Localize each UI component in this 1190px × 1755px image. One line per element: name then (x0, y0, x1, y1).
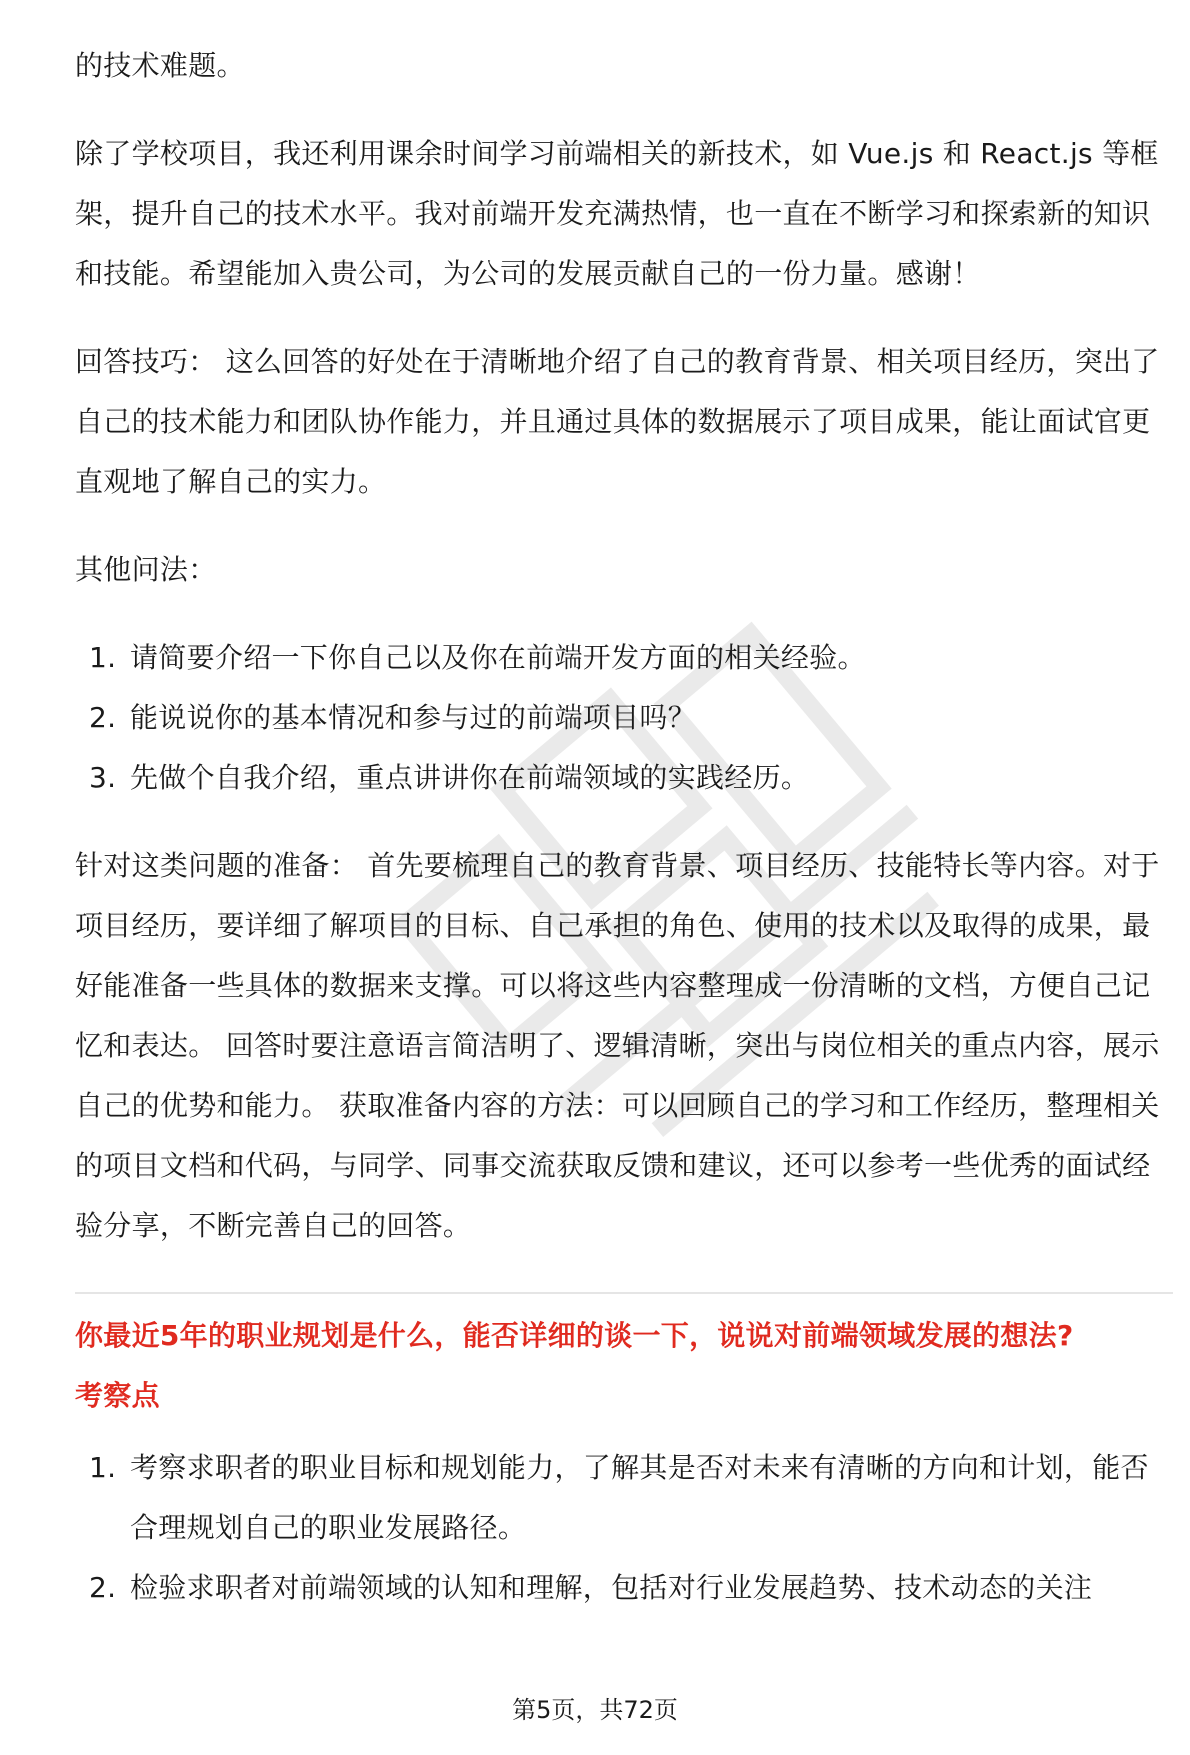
list-item-number: 2. (89, 1571, 117, 1604)
list-item-number: 3. (89, 761, 117, 794)
page-footer: 第5页，共72页 (512, 1696, 678, 1724)
assessment-points-list (75, 1438, 1173, 1618)
paragraph-preparation: 针对这类问题的准备： 首先要梳理自己的教育背景、项目经历、技能特长等内容。对于项目经历，要详细了解项目的目标、自己承担的角色、使用的技术以及取得的成果，最好能准备一些具体的数据来支撑。可以将这些内容整理成一份清晰的文档，方便自己记忆和表达。 回答时要注意语言简洁明了、逻辑清晰，突出与岗位相关的重点内容，展示自己的优势和能力。 获取准备内容的方法：可以回顾自己的学习和工作经历，整理相关的项目文档和代码，与同学、同事交流获取反馈和建议，还可以参考一些优秀的面试经验分享，不断完善自己的回答。 (75, 849, 1160, 1242)
paragraph-self-study: 除了学校项目，我还利用课余时间学习前端相关的新技术，如 Vue.js 和 React.js 等框架，提升自己的技术水平。我对前端开发充满热情，也一直在不断学习和探索新的知识和技能。希望能加入贵公司，为公司的发展贡献自己的一份力量。感谢！ (75, 137, 1159, 290)
list-item-text: 能说说你的基本情况和参与过的前端项目吗？ (130, 701, 697, 734)
paragraph-answer-tips: 回答技巧： 这么回答的好处在于清晰地介绍了自己的教育背景、相关项目经历，突出了自己的技术能力和团队协作能力，并且通过具体的数据展示了项目成果，能让面试官更直观地了解自己的实力。 (75, 345, 1160, 498)
list-item (75, 628, 1173, 688)
list-item-text: 考察求职者的职业目标和规划能力，了解其是否对未来有清晰的方向和计划，能否合理规划自己的职业发展路径。 (130, 1451, 1149, 1544)
list-item (75, 1558, 1173, 1618)
other-questions-list (75, 628, 1173, 808)
list-item (75, 1438, 1173, 1558)
list-item-text: 检验求职者对前端领域的认知和理解，包括对行业发展趋势、技术动态的关注 (130, 1571, 1093, 1604)
list-item (75, 748, 1173, 808)
section-divider (75, 1292, 1173, 1294)
list-item-number: 1. (89, 1451, 117, 1484)
list-item-number: 2. (89, 701, 117, 734)
paragraph-other-questions-label: 其他问法： (75, 553, 217, 586)
document-page (75, 36, 1173, 1646)
question-heading: 你最近5年的职业规划是什么，能否详细的谈一下，说说对前端领域发展的想法? (75, 1319, 1074, 1352)
list-item-text: 先做个自我介绍，重点讲讲你在前端领域的实践经历。 (130, 761, 810, 794)
paragraph-continuation: 的技术难题。 (75, 49, 245, 82)
list-item-text: 请简要介绍一下你自己以及你在前端开发方面的相关经验。 (130, 641, 866, 674)
list-item (75, 688, 1173, 748)
list-item-number: 1. (89, 641, 117, 674)
section-subheading: 考察点 (75, 1379, 160, 1412)
